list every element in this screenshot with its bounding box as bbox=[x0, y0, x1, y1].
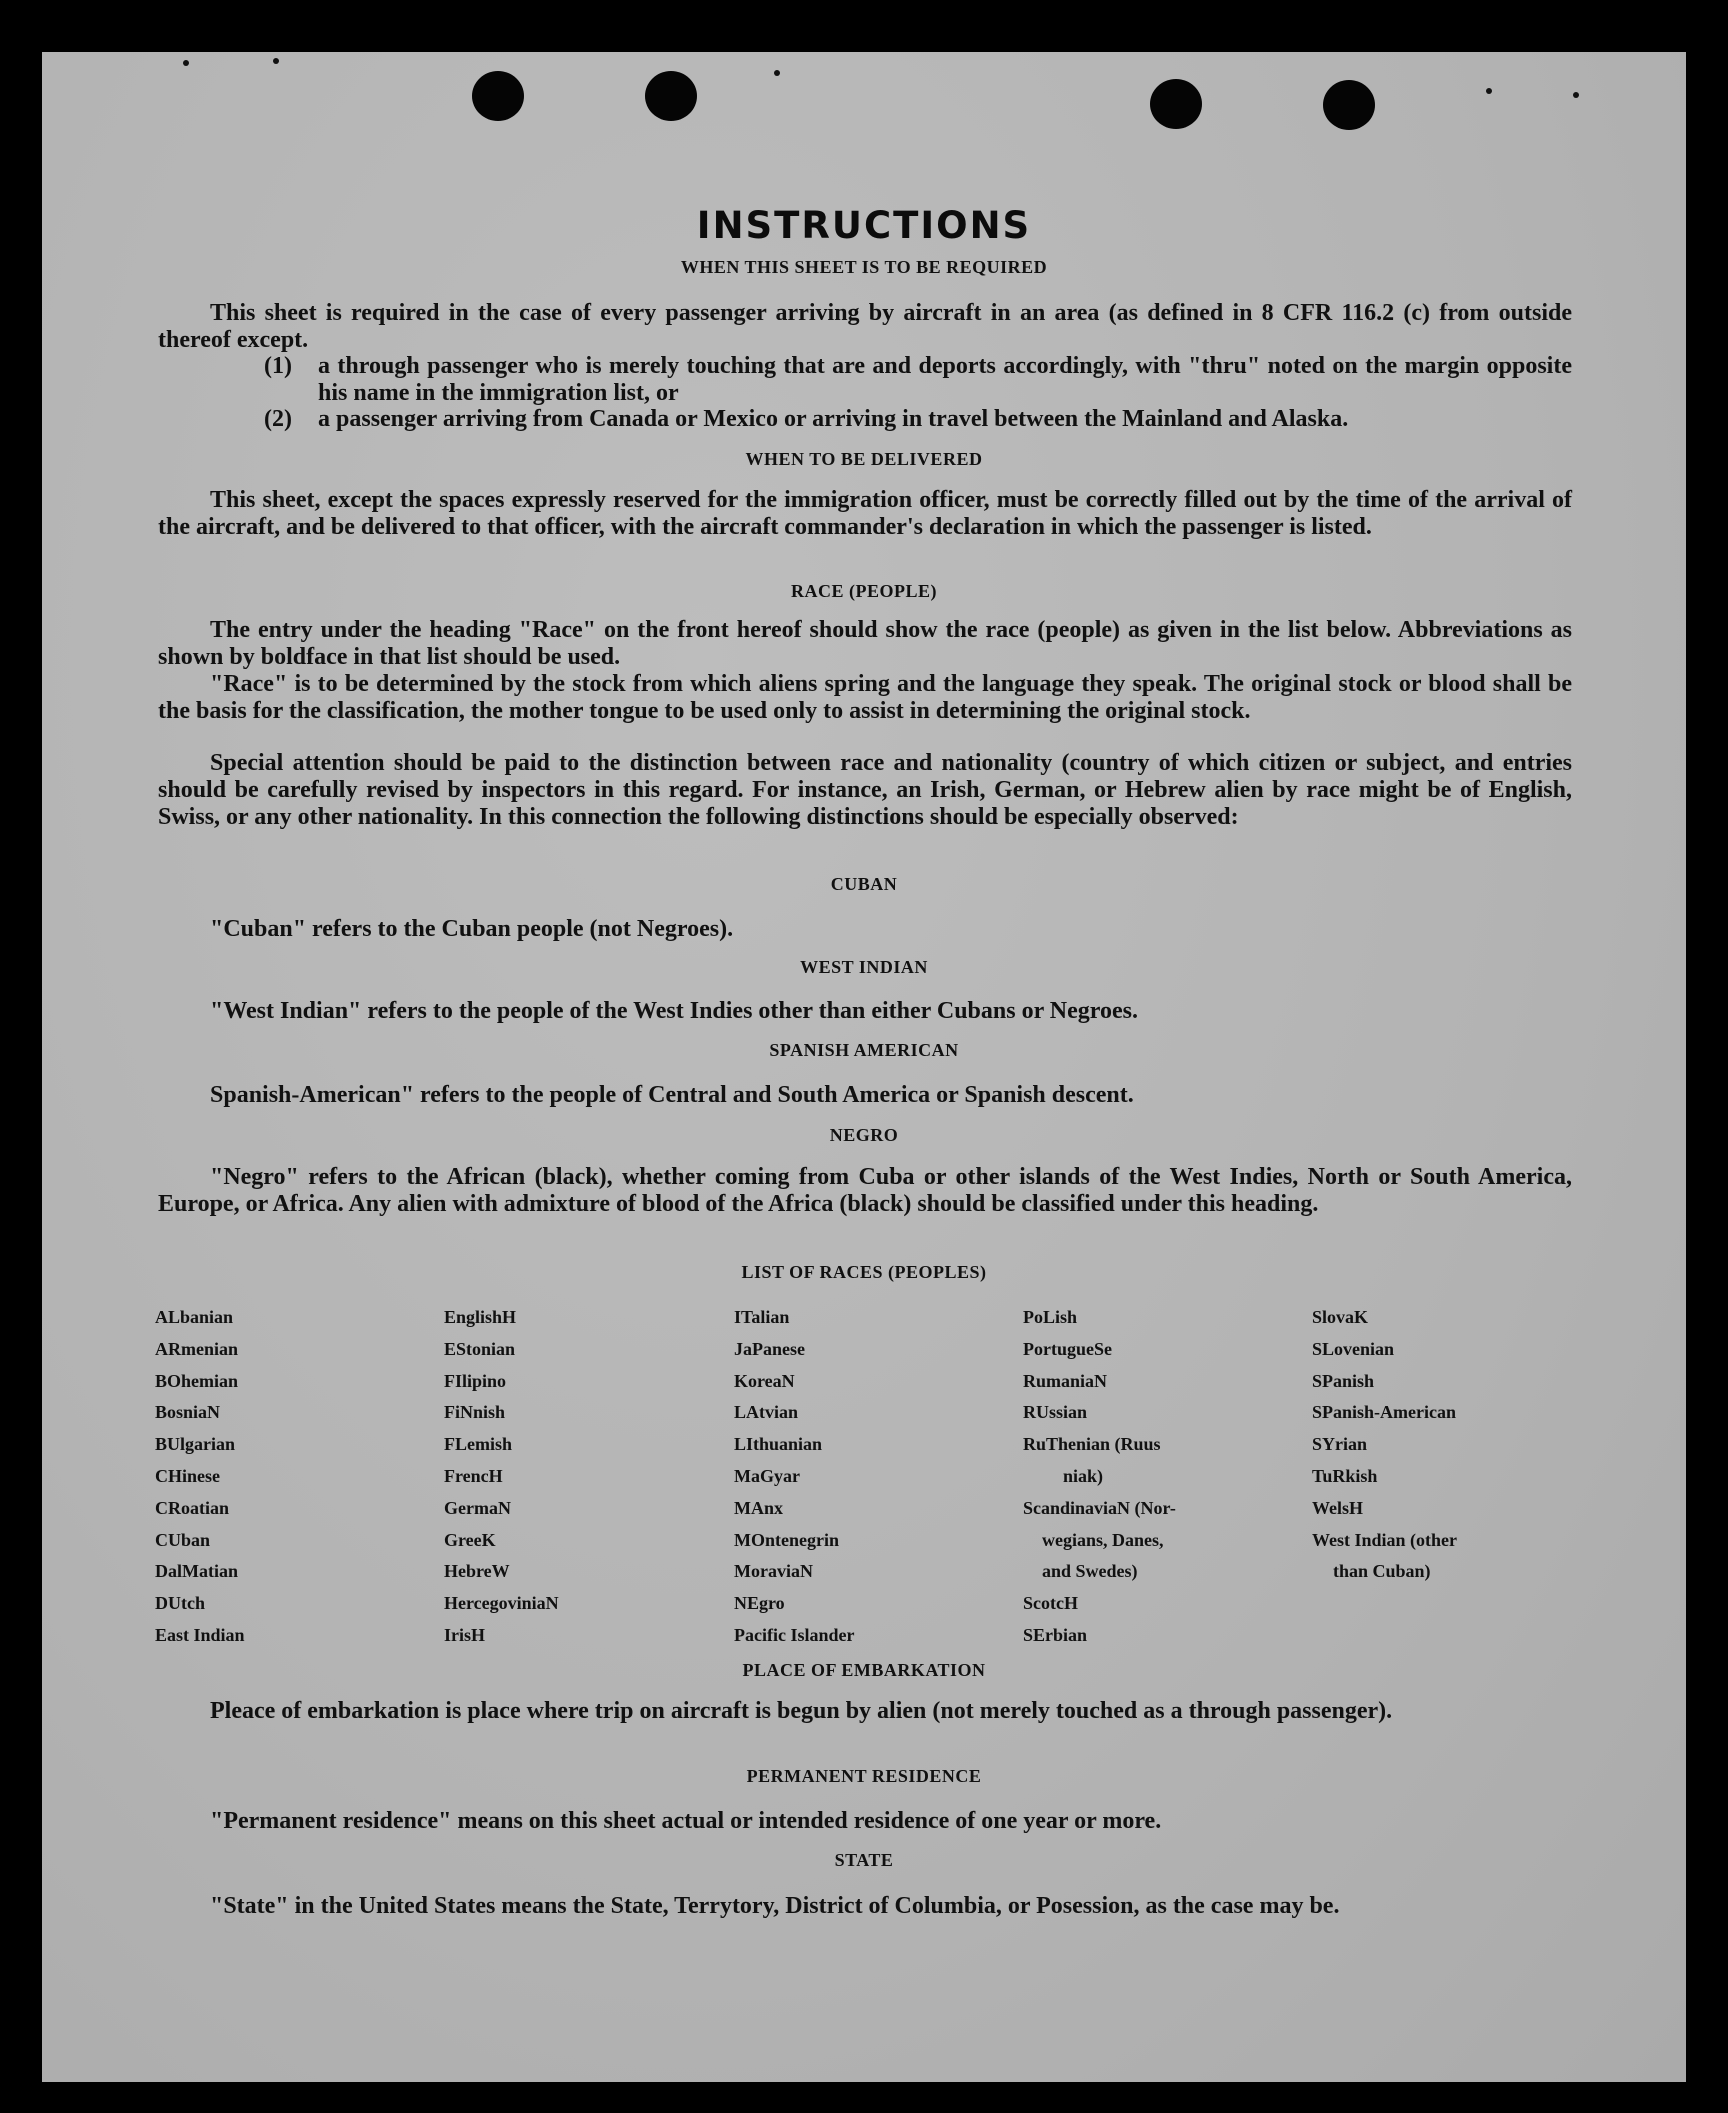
race-entry: FiNnish bbox=[444, 1402, 506, 1423]
ink-speck bbox=[1486, 88, 1492, 94]
section-heading-list-of-races: LIST OF RACES (PEOPLES) bbox=[741, 1262, 987, 1282]
item-number: (2) bbox=[264, 406, 292, 432]
race-entry: GreeK bbox=[444, 1529, 496, 1550]
ink-speck bbox=[273, 58, 279, 64]
item-text: a passenger arriving from Canada or Mexico or arriving in travel between the Mainland and Alaska. bbox=[318, 406, 1349, 432]
race-entry: BosniaN bbox=[155, 1402, 221, 1423]
race-entry: PortugueSe bbox=[1023, 1338, 1112, 1359]
ink-speck bbox=[183, 60, 189, 66]
race-entry: WelsH bbox=[1312, 1497, 1364, 1518]
section-heading-cuban: CUBAN bbox=[830, 874, 898, 894]
race-entry: niak) bbox=[1063, 1465, 1104, 1486]
section-heading-when-delivered: WHEN TO BE DELIVERED bbox=[745, 449, 983, 469]
ink-speck bbox=[774, 70, 780, 76]
race-entry: BUlgarian bbox=[155, 1434, 236, 1455]
race-entry: RuThenian (Ruus bbox=[1023, 1434, 1161, 1455]
punch-hole bbox=[472, 71, 524, 121]
race-entry: SlovaK bbox=[1312, 1307, 1369, 1327]
race-entry: EStonian bbox=[444, 1338, 516, 1359]
race-entry: PoLish bbox=[1023, 1307, 1078, 1327]
cuban-text: "Cuban" refers to the Cuban people (not Negroes). bbox=[210, 916, 734, 942]
race-column-4 bbox=[1023, 1302, 1176, 1652]
race-entry: ScandinaviaN (Nor- bbox=[1023, 1497, 1176, 1518]
section-heading-state: STATE bbox=[834, 1850, 894, 1870]
race-paragraph-2: "Race" is to be determined by the stock from which aliens spring and the language they speak. The original stock or blood shall be the basis for the classification, the mother tongue to be used only to assist in determining the original stock. bbox=[158, 671, 1572, 724]
race-entry: and Swedes) bbox=[1042, 1561, 1138, 1582]
section-heading-spanish-american: SPANISH AMERICAN bbox=[769, 1040, 959, 1060]
race-entry: SErbian bbox=[1023, 1624, 1088, 1645]
section-heading-place-of-embarkation: PLACE OF EMBARKATION bbox=[742, 1660, 986, 1680]
punch-hole bbox=[1150, 79, 1202, 129]
race-entry: HebreW bbox=[444, 1561, 510, 1582]
race-entry: Pacific Islander bbox=[734, 1624, 855, 1645]
race-entry: RumaniaN bbox=[1023, 1370, 1108, 1391]
race-entry: IrisH bbox=[444, 1624, 486, 1645]
place-of-embarkation-text: Pleace of embarkation is place where trip on aircraft is begun by alien (not merely touched as a through passenger). bbox=[210, 1698, 1393, 1724]
section-heading-race: RACE (PEOPLE) bbox=[791, 581, 937, 601]
race-entry: FIlipino bbox=[444, 1370, 507, 1391]
race-entry: CHinese bbox=[155, 1465, 220, 1486]
ink-speck bbox=[1573, 92, 1579, 98]
race-entry: MoraviaN bbox=[734, 1561, 813, 1582]
race-entry: SPanish bbox=[1312, 1370, 1375, 1391]
state-text: "State" in the United States means the State, Terrytory, District of Columbia, or Posession, as the case may be. bbox=[210, 1893, 1340, 1919]
punch-hole bbox=[645, 71, 697, 121]
west-indian-text: "West Indian" refers to the people of the West Indies other than either Cubans or Negroes. bbox=[210, 998, 1138, 1024]
race-entry: CRoatian bbox=[155, 1497, 230, 1518]
race-entry: LIthuanian bbox=[734, 1434, 823, 1455]
section-heading-permanent-residence: PERMANENT RESIDENCE bbox=[746, 1766, 982, 1786]
race-entry: SLovenian bbox=[1312, 1338, 1395, 1359]
exception-item-1 bbox=[264, 353, 1572, 407]
exception-item-2 bbox=[264, 406, 1572, 433]
when-required-intro: This sheet is required in the case of every passenger arriving by aircraft in an area (as defined in 8 CFR 116.2 (c) from outside thereof except. bbox=[158, 300, 1572, 353]
race-column-5 bbox=[1312, 1302, 1457, 1588]
race-entry: MaGyar bbox=[734, 1465, 800, 1486]
race-entry: GermaN bbox=[444, 1497, 511, 1518]
race-entry: East Indian bbox=[155, 1624, 245, 1645]
race-entry: ARmenian bbox=[155, 1338, 239, 1359]
section-heading-negro: NEGRO bbox=[829, 1125, 899, 1145]
race-entry: HercegoviniaN bbox=[444, 1593, 559, 1614]
race-entry: ALbanian bbox=[155, 1307, 234, 1327]
race-entry: MOntenegrin bbox=[734, 1529, 839, 1550]
when-delivered-text: This sheet, except the spaces expressly reserved for the immigration officer, must be correctly filled out by the time of the arrival of the aircraft, and be delivered to that officer, with the aircraft commander's declaration in which the passenger is listed. bbox=[158, 487, 1572, 540]
race-entry: CUban bbox=[155, 1529, 211, 1550]
race-entry: KoreaN bbox=[734, 1370, 795, 1391]
race-entry: JaPanese bbox=[734, 1338, 805, 1359]
race-entry: SYrian bbox=[1312, 1434, 1368, 1455]
race-entry: DalMatian bbox=[155, 1561, 238, 1582]
race-column-1 bbox=[155, 1302, 245, 1652]
permanent-residence-text: "Permanent residence" means on this sheet actual or intended residence of one year or more. bbox=[210, 1808, 1162, 1834]
punch-hole bbox=[1323, 80, 1375, 130]
race-entry: TuRkish bbox=[1312, 1465, 1378, 1486]
race-paragraph-1: The entry under the heading "Race" on the front hereof should show the race (people) as given in the list below. Abbreviations as shown by boldface in that list should be used. bbox=[158, 617, 1572, 670]
race-paragraph-3: Special attention should be paid to the distinction between race and nationality (country of which citizen or subject, and entries should be carefully revised by inspectors in this regard. For instance, an Irish, German, or Hebrew alien by race might be of English, Swiss, or any other nationality. In this connection the following distinctions should be especially observed: bbox=[158, 750, 1572, 830]
race-entry: FrencH bbox=[444, 1465, 503, 1486]
item-number: (1) bbox=[264, 353, 292, 379]
race-entry: West Indian (other bbox=[1312, 1529, 1458, 1550]
spanish-american-text: Spanish-American" refers to the people of Central and South America or Spanish descent. bbox=[210, 1082, 1134, 1108]
race-entry: EnglishH bbox=[444, 1307, 517, 1327]
race-column-3 bbox=[734, 1302, 854, 1652]
race-entry: NEgro bbox=[734, 1593, 785, 1614]
item-text: a through passenger who is merely touching that are and deports accordingly, with "thru" noted on the margin opposite his name in the immigration list, or bbox=[318, 353, 1572, 406]
race-entry: BOhemian bbox=[155, 1370, 239, 1391]
negro-text: "Negro" refers to the African (black), whether coming from Cuba or other islands of the West Indies, North or South America, Europe, or Africa. Any alien with admixture of blood of the Africa (black) should be classified under this heading. bbox=[158, 1164, 1572, 1217]
race-entry: LAtvian bbox=[734, 1402, 799, 1423]
race-entry: FLemish bbox=[444, 1434, 513, 1455]
race-entry: ITalian bbox=[734, 1307, 790, 1327]
section-heading-when-required: WHEN THIS SHEET IS TO BE REQUIRED bbox=[680, 257, 1048, 277]
document-title: INSTRUCTIONS bbox=[696, 204, 1032, 247]
race-column-2 bbox=[444, 1302, 559, 1652]
race-entry: DUtch bbox=[155, 1593, 205, 1614]
section-heading-west-indian: WEST INDIAN bbox=[800, 957, 928, 977]
race-entry: wegians, Danes, bbox=[1042, 1529, 1164, 1550]
race-entry: than Cuban) bbox=[1333, 1561, 1431, 1582]
race-entry: SPanish-American bbox=[1312, 1402, 1456, 1423]
race-entry: MAnx bbox=[734, 1497, 783, 1518]
race-entry: RUssian bbox=[1023, 1402, 1088, 1423]
race-entry: ScotcH bbox=[1023, 1593, 1078, 1614]
